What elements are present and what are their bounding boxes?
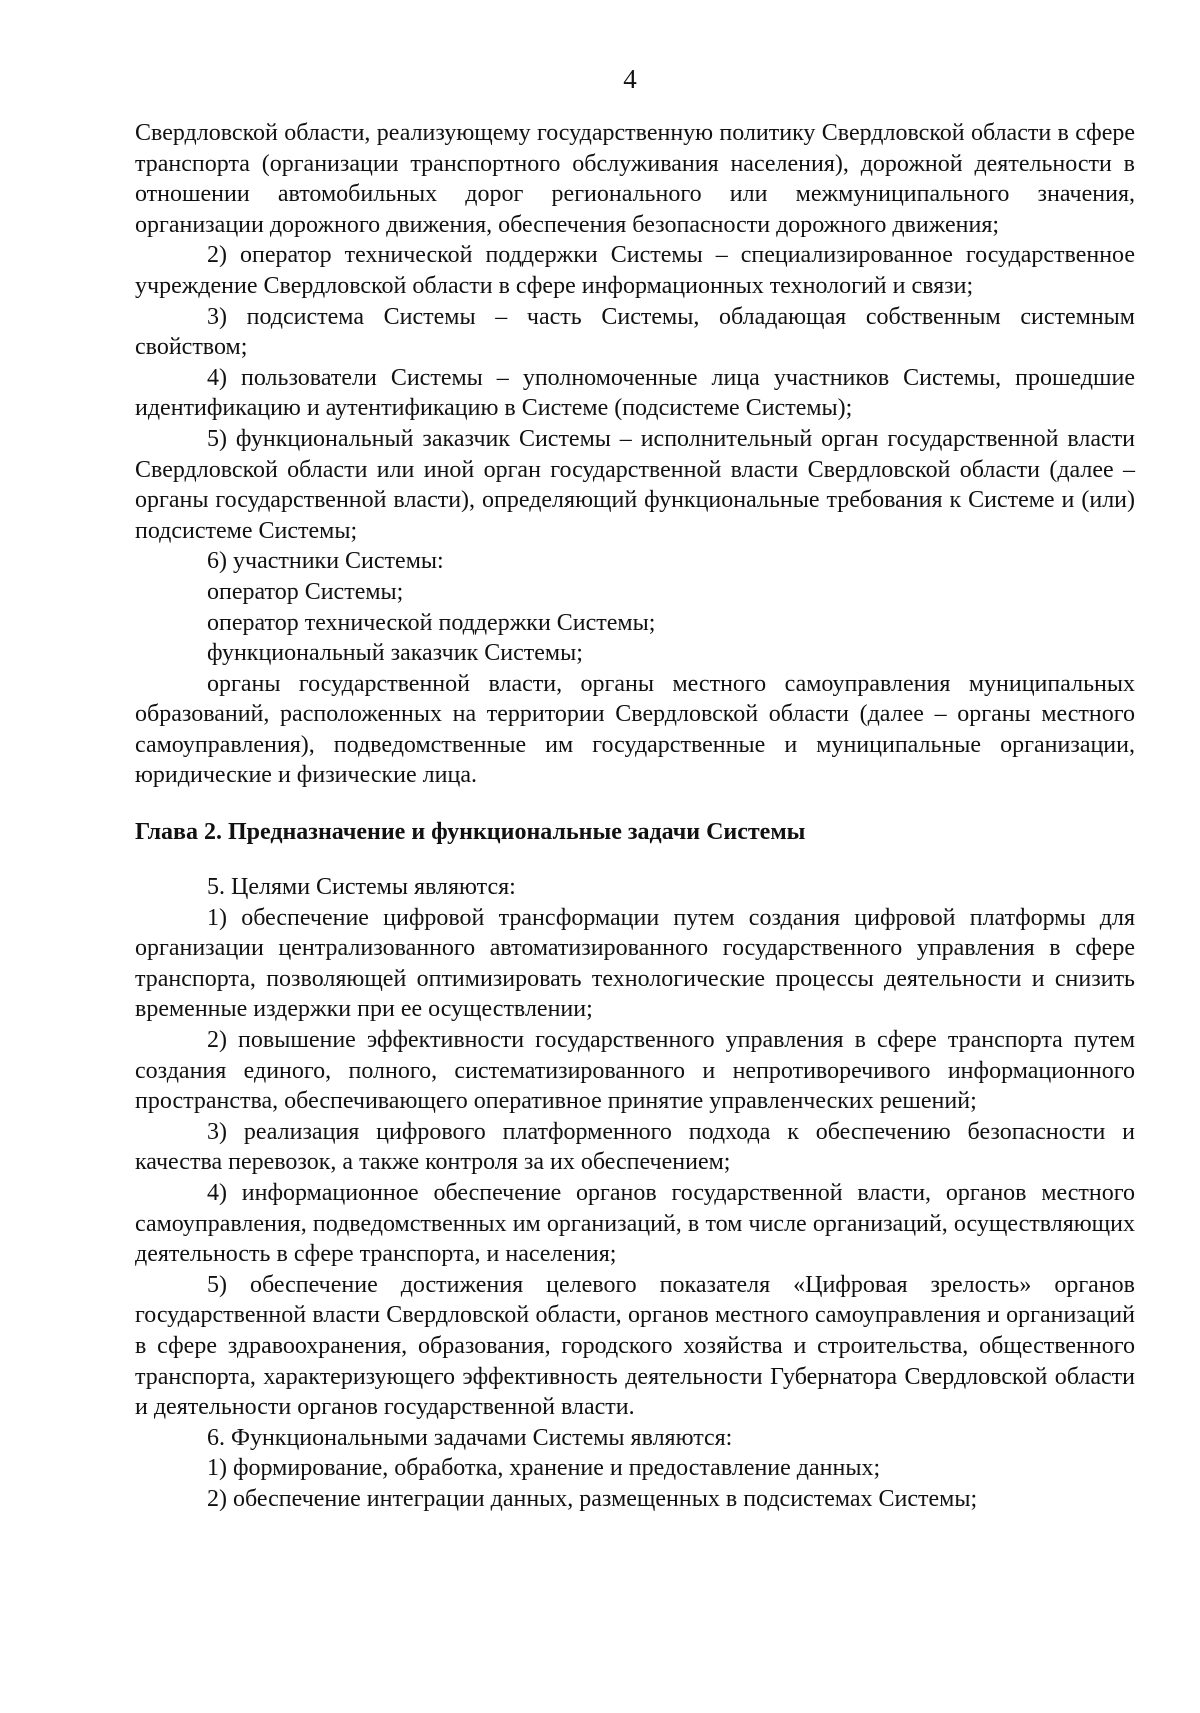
list-item: 2) обеспечение интеграции данных, размещенных в подсистемах Системы; xyxy=(207,1485,978,1512)
list-item: 3) реализация цифрового платформенного подхода к обеспечению безопасности и качества перевозок, а также контроля за их обеспечением; xyxy=(135,1118,1135,1176)
chapter-title: Глава 2. Предназначение и функциональные задачи Системы xyxy=(135,819,806,846)
list-item: 2) повышение эффективности государственного управления в сфере транспорта путем создания единого, полного, систематизированного и непротиворечивого информационного пространства, обеспечивающего оперативное принятие управленческих решений; xyxy=(135,1027,1135,1115)
list-item: 3) подсистема Системы – часть Системы, обладающая собственным системным свойством; xyxy=(135,303,1135,361)
list-item: оператор Системы; xyxy=(207,578,404,605)
list-item: оператор технической поддержки Системы; xyxy=(207,609,656,636)
paragraph: Свердловской области, реализующему государственную политику Свердловской области в сфере транспорта (организации транспортного обслуживания населения), дорожной деятельности в отношении автомобильных дорог регионального или межмуниципального значения, организации дорожного движения, обеспечения безопасности дорожного движения; xyxy=(135,120,1135,238)
section-heading: 5. Целями Системы являются: xyxy=(207,874,516,901)
list-item: 1) обеспечение цифровой трансформации путем создания цифровой платформы для организации централизованного автоматизированного государственного управления в сфере транспорта, позволяющей оптимизировать технологические процессы деятельности и снизить временные издержки при ее осуществлении; xyxy=(135,904,1135,1023)
list-item: 4) пользователи Системы – уполномоченные лица участников Системы, прошедшие идентификацию и аутентификацию в Системе (подсистеме Системы); xyxy=(135,364,1135,422)
list-item: 5) функциональный заказчик Системы – исполнительный орган государственной власти Свердловской области или иной орган государственной власти Свердловской области (далее – органы государственной власти), определяющий функциональные требования к Системе и (или) подсистеме Системы; xyxy=(135,425,1135,544)
list-item: 5) обеспечение достижения целевого показателя «Цифровая зрелость» органов государственной власти Свердловской области, органов местного самоуправления и организаций в сфере здравоохранения, образования, городского хозяйства и строительства, общественного транспорта, характеризующего эффективность деятельности Губернатора Свердловской области и деятельности органов государственной власти. xyxy=(135,1271,1135,1421)
document-body xyxy=(135,118,1135,1515)
section-heading: 6. Функциональными задачами Системы являются: xyxy=(207,1424,733,1451)
list-item: 2) оператор технической поддержки Системы – специализированное государственное учреждение Свердловской области в сфере информационных технологий и связи; xyxy=(135,242,1135,299)
page-number: 4 xyxy=(623,64,637,94)
list-item: функциональный заказчик Системы; xyxy=(207,640,583,667)
list-item: 1) формирование, обработка, хранение и предоставление данных; xyxy=(207,1455,881,1482)
list-item: 6) участники Системы: xyxy=(207,548,444,575)
list-item: 4) информационное обеспечение органов государственной власти, органов местного самоуправления, подведомственных им организаций, в том числе организаций, осуществляющих деятельность в сфере транспорта, и населения; xyxy=(135,1180,1135,1268)
list-item: органы государственной власти, органы местного самоуправления муниципальных образований, расположенных на территории Свердловской области (далее – органы местного самоуправления), подведомственные им государственные и муниципальные организации, юридические и физические лица. xyxy=(135,670,1135,789)
